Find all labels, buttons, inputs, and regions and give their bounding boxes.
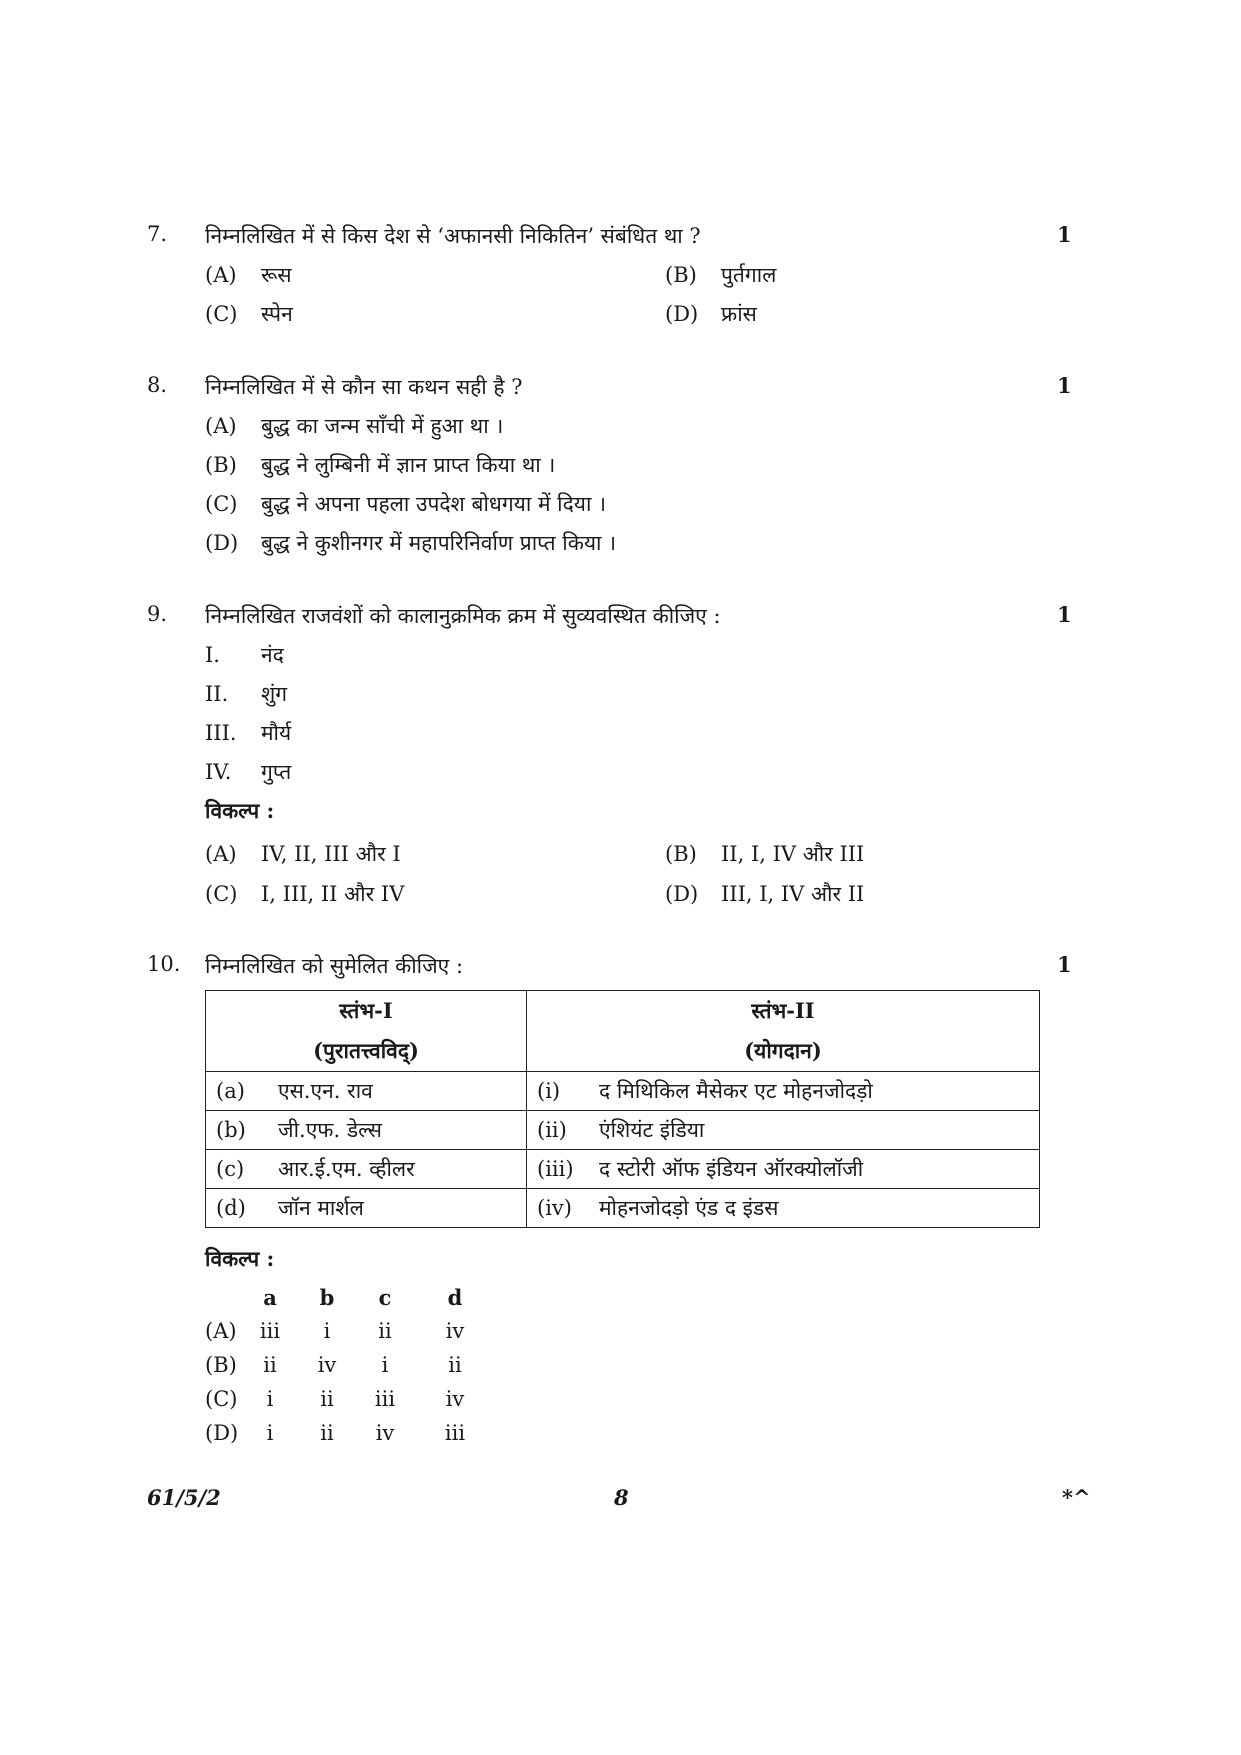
option-b: (B) बुद्ध ने लुम्बिनी में ज्ञान प्राप्त किया था । <box>205 453 556 477</box>
grid-row: (C) i ii iii iv <box>205 1387 465 1411</box>
question-number: 9. <box>147 602 168 626</box>
question-text: निम्नलिखित राजवंशों को कालानुक्रमिक क्रम में सुव्यवस्थित कीजिए : <box>205 604 721 628</box>
column-2-header: स्तंभ-II (योगदान) <box>527 991 1040 1072</box>
option-d: (D) बुद्ध ने कुशीनगर में महापरिनिर्वाण प्राप्त किया । <box>205 531 617 555</box>
list-item: II. शुंग <box>205 682 288 706</box>
match-table <box>205 990 1040 1228</box>
option-b: (B) II, I, IV और III <box>665 842 865 866</box>
option-d: (D) फ्रांस <box>665 302 757 326</box>
question-number: 10. <box>147 952 181 976</box>
list-item: I. नंद <box>205 643 284 667</box>
question-marks: 1 <box>1057 602 1072 627</box>
question-marks: 1 <box>1057 952 1072 977</box>
question-text: निम्नलिखित को सुमेलित कीजिए : <box>205 954 464 978</box>
option-c: (C) बुद्ध ने अपना पहला उपदेश बोधगया में दिया । <box>205 492 607 516</box>
option-a: (A) रूस <box>205 263 292 287</box>
question-marks: 1 <box>1057 373 1072 398</box>
list-item: III. मौर्य <box>205 721 292 745</box>
option-a: (A) IV, II, III और I <box>205 842 401 866</box>
option-d: (D) III, I, IV और II <box>665 882 865 906</box>
question-number: 8. <box>147 373 168 397</box>
options-heading: विकल्प : <box>205 1246 275 1271</box>
paper-code: 61/5/2 <box>147 1485 221 1510</box>
grid-row: (B) ii iv i ii <box>205 1353 462 1377</box>
option-b: (B) पुर्तगाल <box>665 263 777 287</box>
question-text: निम्नलिखित में से कौन सा कथन सही है ? <box>205 375 523 399</box>
option-a: (A) बुद्ध का जन्म साँची में हुआ था । <box>205 414 504 438</box>
table-row: (b) जी.एफ. डेल्स (ii) एंशियंट इंडिया <box>206 1111 1040 1150</box>
question-number: 7. <box>147 222 168 246</box>
table-header-row <box>206 991 1040 1072</box>
page-number: 8 <box>614 1485 629 1510</box>
options-heading: विकल्प : <box>205 798 275 823</box>
option-c: (C) स्पेन <box>205 302 293 326</box>
table-row: (c) आर.ई.एम. व्हीलर (iii) द स्टोरी ऑफ इंडियन ऑरक्योलॉजी <box>206 1150 1040 1189</box>
grid-row: (A) iii i ii iv <box>205 1319 465 1343</box>
table-row: (d) जॉन मार्शल (iv) मोहनजोदड़ो एंड द इंडस <box>206 1189 1040 1228</box>
column-1-header: स्तंभ-I (पुरातत्त्वविद्) <box>206 991 527 1072</box>
table-row: (a) एस.एन. राव (i) द मिथिकिल मैसेकर एट मोहनजोदड़ो <box>206 1072 1040 1111</box>
option-c: (C) I, III, II और IV <box>205 882 405 906</box>
question-marks: 1 <box>1057 222 1072 247</box>
footer-mark: *^ <box>1062 1485 1091 1510</box>
list-item: IV. गुप्त <box>205 760 292 784</box>
grid-row: (D) i ii iv iii <box>205 1421 466 1445</box>
question-text: निम्नलिखित में से किस देश से ‘अफानसी निकितिन’ संबंधित था ? <box>205 224 701 248</box>
